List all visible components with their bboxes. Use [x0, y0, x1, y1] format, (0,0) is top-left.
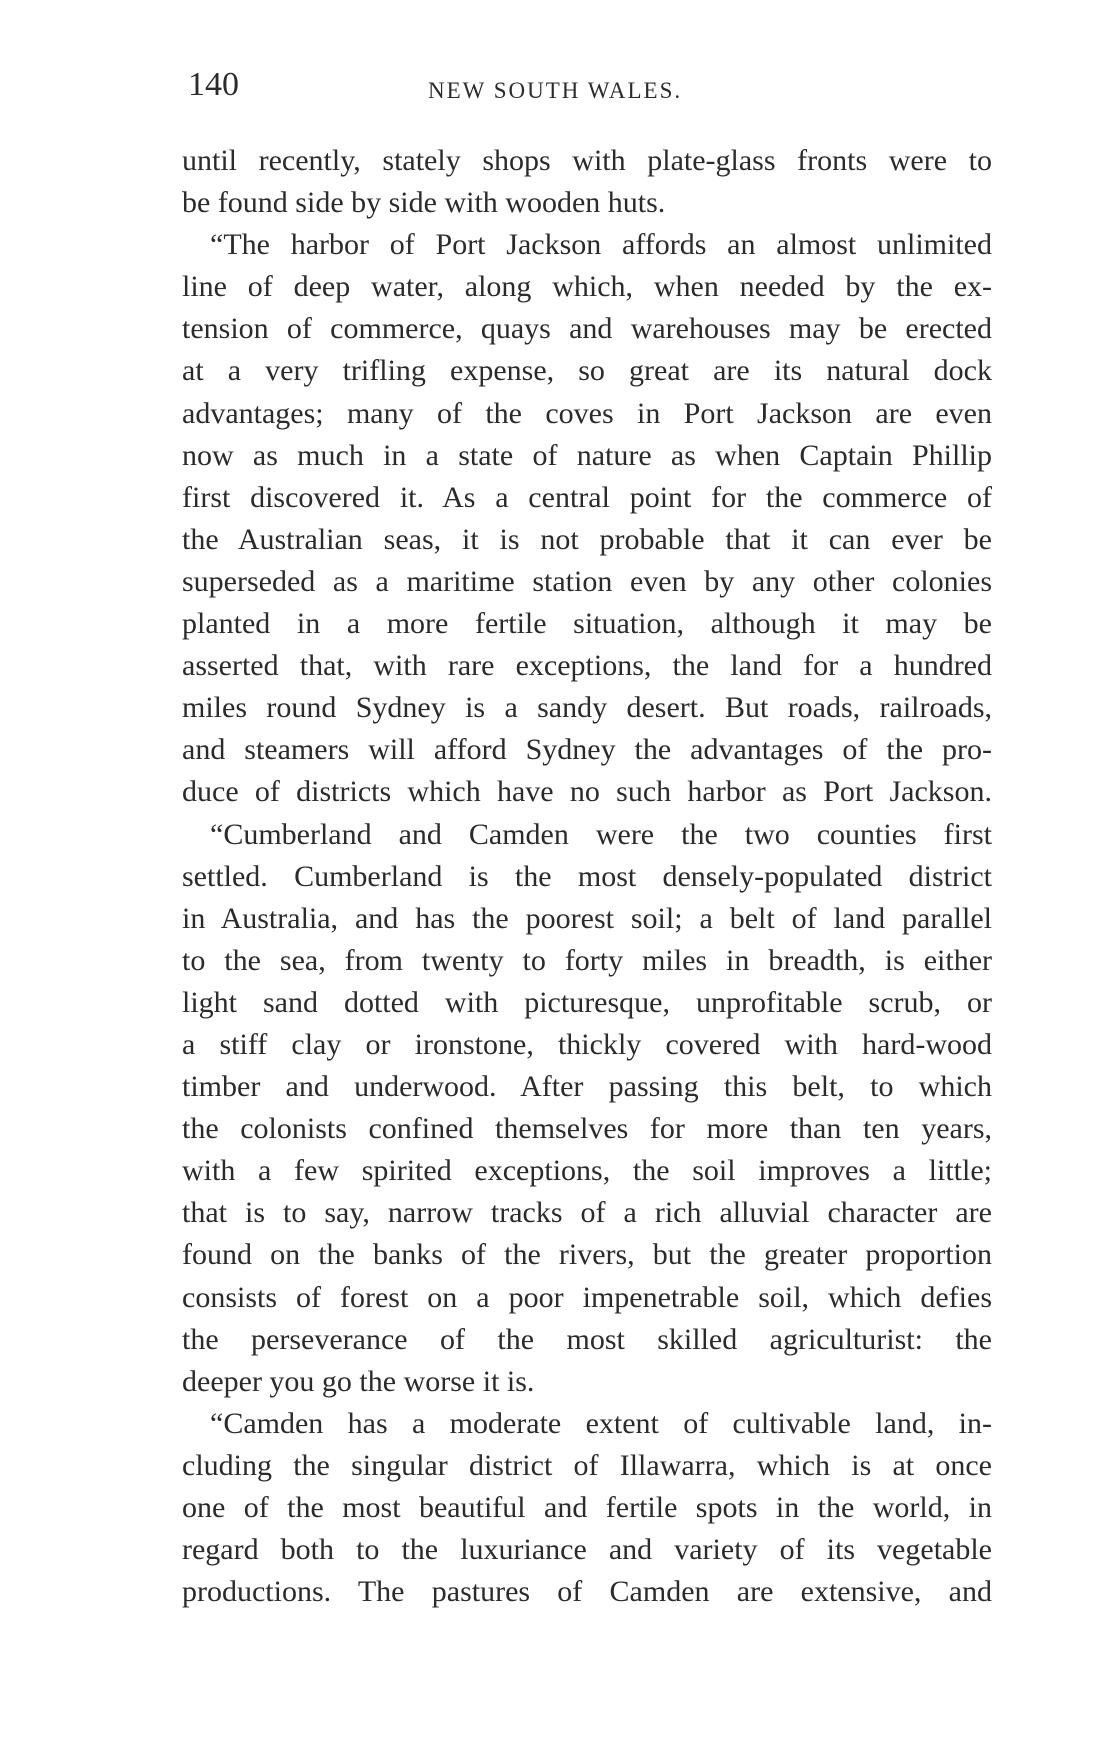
text-line: superseded as a maritime station even by any other colonies: [182, 564, 992, 598]
text-line: that is to say, narrow tracks of a rich alluvial character are: [182, 1196, 992, 1230]
text-line: at a very trifling expense, so great are its natural dock: [182, 354, 992, 388]
text-line: now as much in a state of nature as when Captain Phillip: [182, 438, 992, 472]
text-line: a stiff clay or ironstone, thickly covered with hard-wood: [182, 1027, 992, 1061]
running-title: NEW SOUTH WALES.: [428, 78, 683, 103]
text-line: first discovered it. As a central point for the commerce of: [182, 480, 992, 514]
text-line: “Camden has a moderate extent of cultivable land, in-: [210, 1406, 992, 1440]
text-line: one of the most beautiful and fertile spots in the world, in: [182, 1491, 992, 1524]
text-line: regard both to the luxuriance and variety of its vegetable: [182, 1533, 992, 1567]
text-line: found on the banks of the rivers, but the greater proportion: [182, 1238, 992, 1272]
text-line: until recently, stately shops with plate-glass fronts were to: [182, 144, 992, 177]
page-number: 140: [188, 66, 239, 103]
text-line: with a few spirited exceptions, the soil improves a little;: [182, 1154, 992, 1188]
text-line: advantages; many of the coves in Port Jackson are even: [182, 396, 992, 430]
text-line: settled. Cumberland is the most densely-populated district: [182, 859, 992, 893]
text-line: tension of commerce, quays and warehouses may be erected: [182, 312, 992, 346]
text-line: asserted that, with rare exceptions, the land for a hundred: [182, 649, 992, 683]
page-header: [188, 60, 988, 110]
text-line: light sand dotted with picturesque, unprofitable scrub, or: [182, 985, 992, 1019]
paragraph: [182, 140, 992, 224]
text-line: line of deep water, along which, when needed by the ex-: [182, 270, 992, 304]
text-line: be found side by side with wooden huts.: [182, 186, 666, 220]
text-line: cluding the singular district of Illawarra, which is at once: [182, 1448, 992, 1482]
text-line: consists of forest on a poor impenetrable soil, which defies: [182, 1280, 992, 1314]
text-line: miles round Sydney is a sandy desert. But roads, railroads,: [182, 691, 992, 725]
text-line: planted in a more fertile situation, although it may be: [182, 607, 992, 641]
text-line: the perseverance of the most skilled agriculturist: the: [182, 1322, 992, 1356]
paragraph: [182, 224, 992, 813]
text-line: in Australia, and has the poorest soil; a belt of land parallel: [182, 901, 992, 935]
text-line: duce of districts which have no such harbor as Port Jackson.: [182, 775, 992, 809]
text-line: the Australian seas, it is not probable that it can ever be: [182, 522, 992, 556]
paragraph: [182, 1403, 992, 1613]
text-line: the colonists confined themselves for more than ten years,: [182, 1112, 992, 1146]
text-line: to the sea, from twenty to forty miles in breadth, is either: [182, 943, 992, 977]
text-line: “Cumberland and Camden were the two counties first: [210, 817, 992, 851]
text-line: deeper you go the worse it is.: [182, 1364, 535, 1398]
text-line: productions. The pastures of Camden are extensive, and: [182, 1575, 992, 1609]
text-line: “The harbor of Port Jackson affords an almost unlimited: [210, 228, 992, 262]
paragraph: [182, 814, 992, 1403]
text-line: timber and underwood. After passing this belt, to which: [182, 1070, 992, 1104]
body-text: [182, 140, 992, 1613]
text-line: and steamers will afford Sydney the advantages of the pro-: [182, 733, 992, 767]
